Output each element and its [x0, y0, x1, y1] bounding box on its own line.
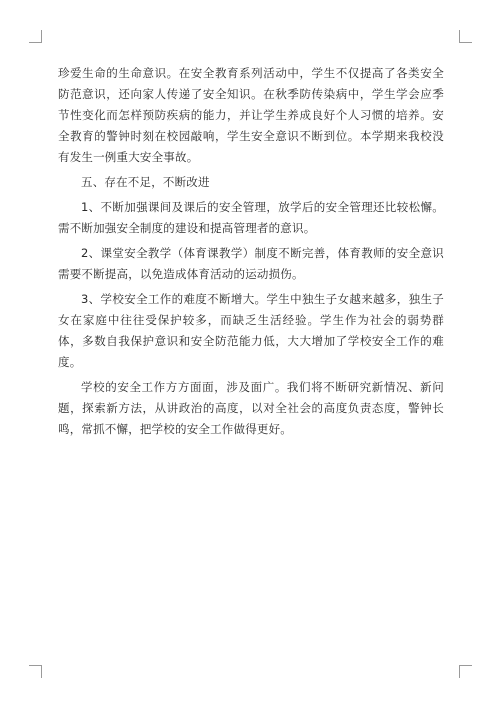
crop-mark-bottom-left — [29, 665, 42, 678]
list-item-1: 1、不断加强课间及课后的安全管理，放学后的安全管理还比较松懈。需不断加强安全制度的建设和提高管理者的意识。 — [58, 200, 444, 235]
document-body — [58, 63, 444, 444]
section-heading: 五、存在不足，不断改进 — [81, 175, 210, 189]
paragraph-continued: 珍爱生命的生命意识。在安全教育系列活动中，学生不仅提高了各类安全防范意识，还向家人传递了安全知识。在秋季防传染病中，学生学会应季节性变化而怎样预防疾病的能力，并让学生养成良好个人习惯的培养。安全教育的警钟时刻在校园敲响，学生安全意识不断到位。本学期来我校没有发生一例重大安全事故。 — [58, 66, 444, 164]
crop-mark-top-right — [459, 30, 472, 43]
crop-mark-top-left — [29, 30, 42, 43]
crop-mark-bottom-right — [459, 665, 472, 678]
list-item-3: 3、学校安全工作的难度不断增大。学生中独生子女越来越多，独生子女在家庭中往往受保护较多，而缺乏生活经验。学生作为社会的弱势群体，多数自我保护意识和安全防范能力低，大大增加了学校安全工作的难度。 — [58, 292, 444, 369]
list-item-2: 2、课堂安全教学（体育课教学）制度不断完善，体育教师的安全意识需要不断提高，以免造成体育活动的运动损伤。 — [58, 246, 444, 281]
closing-paragraph: 学校的安全工作方方面面，涉及面广。我们将不断研究新情况、新问题，探索新方法，从讲政治的高度，以对全社会的高度负责态度，警钟长鸣，常抓不懈，把学校的安全工作做得更好。 — [58, 380, 444, 436]
